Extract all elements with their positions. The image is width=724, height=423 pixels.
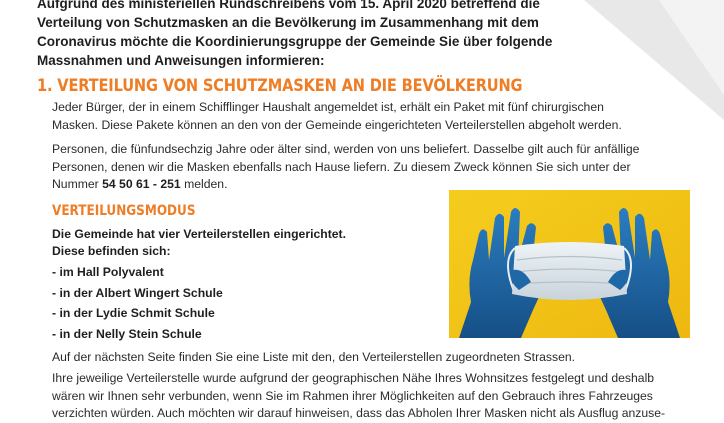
- intro-line: Aufgrund des ministeriellen Rundschreibens vom 15. April 2020 betreffend die: [37, 0, 540, 11]
- paragraph-line: Personen, die fünfundsechzig Jahre oder älter sind, werden von uns beliefert. Dasselbe gilt auch für anfällige: [52, 142, 640, 156]
- street-list-note: [52, 349, 575, 367]
- section-heading: 1. VERTEILUNG VON SCHUTZMASKEN AN DIE BEVÖLKERUNG: [37, 76, 523, 96]
- list-lead: Die Gemeinde hat vier Verteilerstellen eingerichtet.: [52, 227, 346, 241]
- paragraph-line: Ihre jeweilige Verteilerstelle wurde aufgrund der geographischen Nähe Ihres Wohnsitzes festgelegt und deshalb: [52, 371, 655, 385]
- closing-paragraph: [52, 370, 665, 423]
- paragraph-line: Masken. Diese Pakete können an den von der Gemeinde eingerichteten Verteilerstellen abgeholt werden.: [52, 117, 622, 132]
- paragraph-line: Auf der nächsten Seite finden Sie eine Liste mit den, den Verteilerstellen zugeordneten Strassen.: [52, 350, 576, 364]
- list-lead: Diese befinden sich:: [52, 244, 171, 258]
- paragraph-line: Jeder Bürger, der in einem Schifflinger Haushalt angemeldet ist, erhält ein Paket mit fünf chirurgischen: [52, 100, 604, 114]
- mask-photo: [449, 190, 690, 338]
- intro-line: Coronavirus möchte die Koordinierungsgruppe der Gemeinde Sie über folgende: [37, 34, 553, 49]
- distribution-paragraph: [52, 99, 622, 134]
- intro-line: Massnahmen und Anweisungen informieren:: [37, 53, 325, 68]
- phone-number: 54 50 61 - 251: [102, 177, 181, 191]
- list-item: - in der Nelly Stein Schule: [52, 326, 202, 341]
- paragraph-line: verzichten würden. Auch möchten wir darauf hinweisen, dass das Abholen Ihrer Masken nicht als Ausflug anzuse-: [52, 406, 666, 420]
- delivery-paragraph: [52, 141, 639, 194]
- list-item: - im Hall Polyvalent: [52, 265, 164, 279]
- list-item: - in der Lydie Schmit Schule: [52, 306, 215, 320]
- paragraph-line: Personen, denen wir die Masken ebenfalls nach Hause liefern. Zu diesem Zweck können Sie sich unter der: [52, 159, 631, 174]
- subsection-heading: VERTEILUNGSMODUS: [52, 203, 196, 219]
- distribution-points: [52, 226, 346, 344]
- list-item: - in der Albert Wingert Schule: [52, 285, 223, 300]
- intro-paragraph: [37, 0, 647, 70]
- surgical-mask: [512, 242, 627, 300]
- paragraph-line: wären wir Ihnen sehr verbunden, wenn Sie im Rahmen ihrer Möglichkeiten auf den Gebrauch ihres Fahrzeuges: [52, 388, 653, 403]
- intro-line: Verteilung von Schutzmasken an die Bevölkerung im Zusammenhang mit dem: [37, 15, 539, 30]
- phone-suffix: melden.: [180, 177, 228, 191]
- phone-prefix: Nummer: [52, 177, 103, 191]
